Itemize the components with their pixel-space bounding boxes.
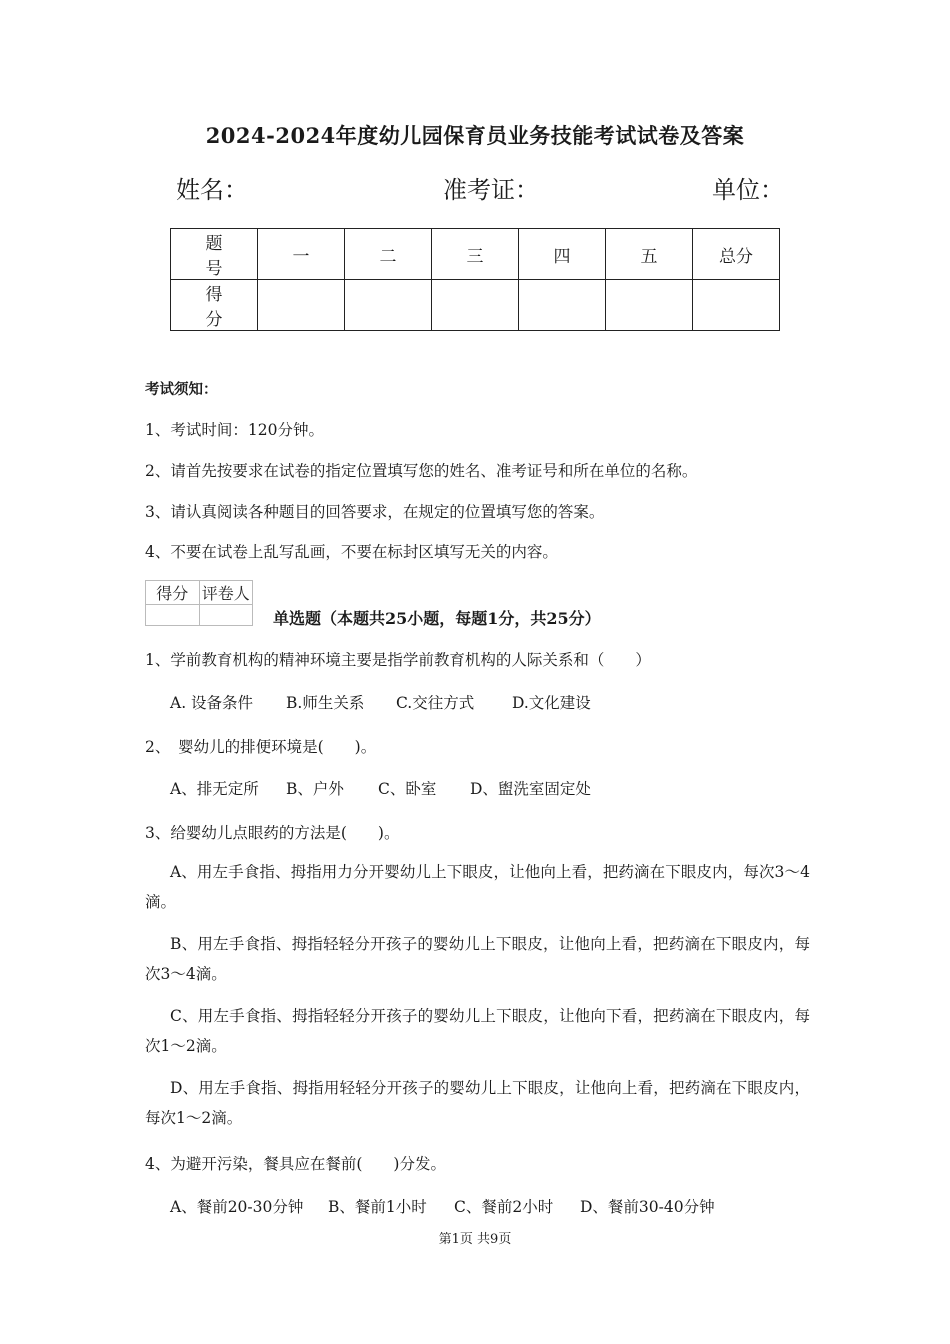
notice-item: 4、不要在试卷上乱写乱画，不要在标封区填写无关的内容。	[145, 543, 558, 561]
question-3-option-b[interactable]: B、用左手食指、拇指轻轻分开孩子的婴幼儿上下眼皮，让他向上看，把药滴在下眼皮内，每次3～4滴。	[145, 935, 810, 983]
question-1-option-c[interactable]: C.交往方式	[396, 694, 475, 712]
grader-table-grader-label: 评卷人	[199, 581, 253, 605]
notice-item: 1、考试时间：120分钟。	[145, 421, 324, 439]
question-2-option-a[interactable]: A、排无定所	[170, 780, 259, 798]
question-4-option-d[interactable]: D、餐前30-40分钟	[580, 1198, 715, 1216]
question-4-option-a[interactable]: A、餐前20-30分钟	[170, 1198, 304, 1216]
section-title: 单选题（本题共25小题，每题1分，共25分）	[273, 609, 601, 628]
score-table-row1-label: 题 号	[171, 229, 258, 280]
notice-item: 3、请认真阅读各种题目的回答要求，在规定的位置填写您的答案。	[145, 503, 605, 521]
question-3-option-d[interactable]: D、用左手食指、拇指用轻轻分开孩子的婴幼儿上下眼皮，让他向上看，把药滴在下眼皮内，每次1～2滴。	[145, 1079, 810, 1127]
question-4-text: 4、为避开污染，餐具应在餐前( )分发。	[145, 1155, 446, 1173]
question-1-option-a[interactable]: A. 设备条件	[170, 694, 254, 712]
name-field-label: 姓名：	[176, 176, 248, 204]
question-1-options	[170, 691, 591, 713]
notice-item: 2、请首先按要求在试卷的指定位置填写您的姓名、准考证号和所在单位的名称。	[145, 462, 698, 480]
question-3-option-c[interactable]: C、用左手食指、拇指轻轻分开孩子的婴幼儿上下眼皮，让他向下看，把药滴在下眼皮内，每次1～2滴。	[145, 1007, 810, 1055]
question-2-option-b[interactable]: B、户外	[286, 780, 344, 798]
question-2-options	[170, 777, 591, 799]
score-table-header-total: 总分	[693, 229, 780, 280]
score-cell-2[interactable]	[345, 280, 432, 331]
question-2-option-d[interactable]: D、盥洗室固定处	[470, 780, 591, 798]
question-1-option-d[interactable]: D.文化建设	[512, 694, 591, 712]
question-4-option-b[interactable]: B、餐前1小时	[328, 1198, 427, 1216]
question-1-option-b[interactable]: B.师生关系	[286, 694, 365, 712]
score-table-header-1: 一	[258, 229, 345, 280]
page-title: 2024-2024年度幼儿园保育员业务技能考试试卷及答案	[205, 123, 745, 148]
grader-table	[145, 580, 253, 626]
grader-score-cell[interactable]	[146, 605, 200, 626]
score-cell-3[interactable]	[432, 280, 519, 331]
score-table-row2-label: 得 分	[171, 280, 258, 331]
score-table-header-2: 二	[345, 229, 432, 280]
score-cell-total[interactable]	[693, 280, 780, 331]
score-cell-4[interactable]	[519, 280, 606, 331]
page-footer: 第1页 共9页	[438, 1232, 512, 1247]
score-table	[170, 228, 780, 331]
score-cell-5[interactable]	[606, 280, 693, 331]
score-table-header-4: 四	[519, 229, 606, 280]
score-table-score-row	[171, 280, 780, 331]
question-1-text: 1、学前教育机构的精神环境主要是指学前教育机构的人际关系和（ ）	[145, 651, 651, 669]
question-2-option-c[interactable]: C、卧室	[378, 780, 437, 798]
grader-name-cell[interactable]	[199, 605, 253, 626]
notice-heading: 考试须知：	[145, 381, 218, 398]
question-2-text: 2、 婴幼儿的排便环境是( )。	[145, 738, 377, 756]
question-4-options	[170, 1195, 715, 1217]
score-table-header-5: 五	[606, 229, 693, 280]
score-table-header-row	[171, 229, 780, 280]
exam-id-field-label: 准考证：	[443, 176, 539, 204]
score-table-header-3: 三	[432, 229, 519, 280]
grader-table-score-label: 得分	[146, 581, 200, 605]
question-4-option-c[interactable]: C、餐前2小时	[454, 1198, 554, 1216]
question-3-option-a[interactable]: A、用左手食指、拇指用力分开婴幼儿上下眼皮，让他向上看，把药滴在下眼皮内，每次3～4滴。	[145, 863, 810, 911]
question-3-text: 3、给婴幼儿点眼药的方法是( )。	[145, 824, 400, 842]
unit-field-label: 单位：	[712, 176, 784, 204]
score-cell-1[interactable]	[258, 280, 345, 331]
